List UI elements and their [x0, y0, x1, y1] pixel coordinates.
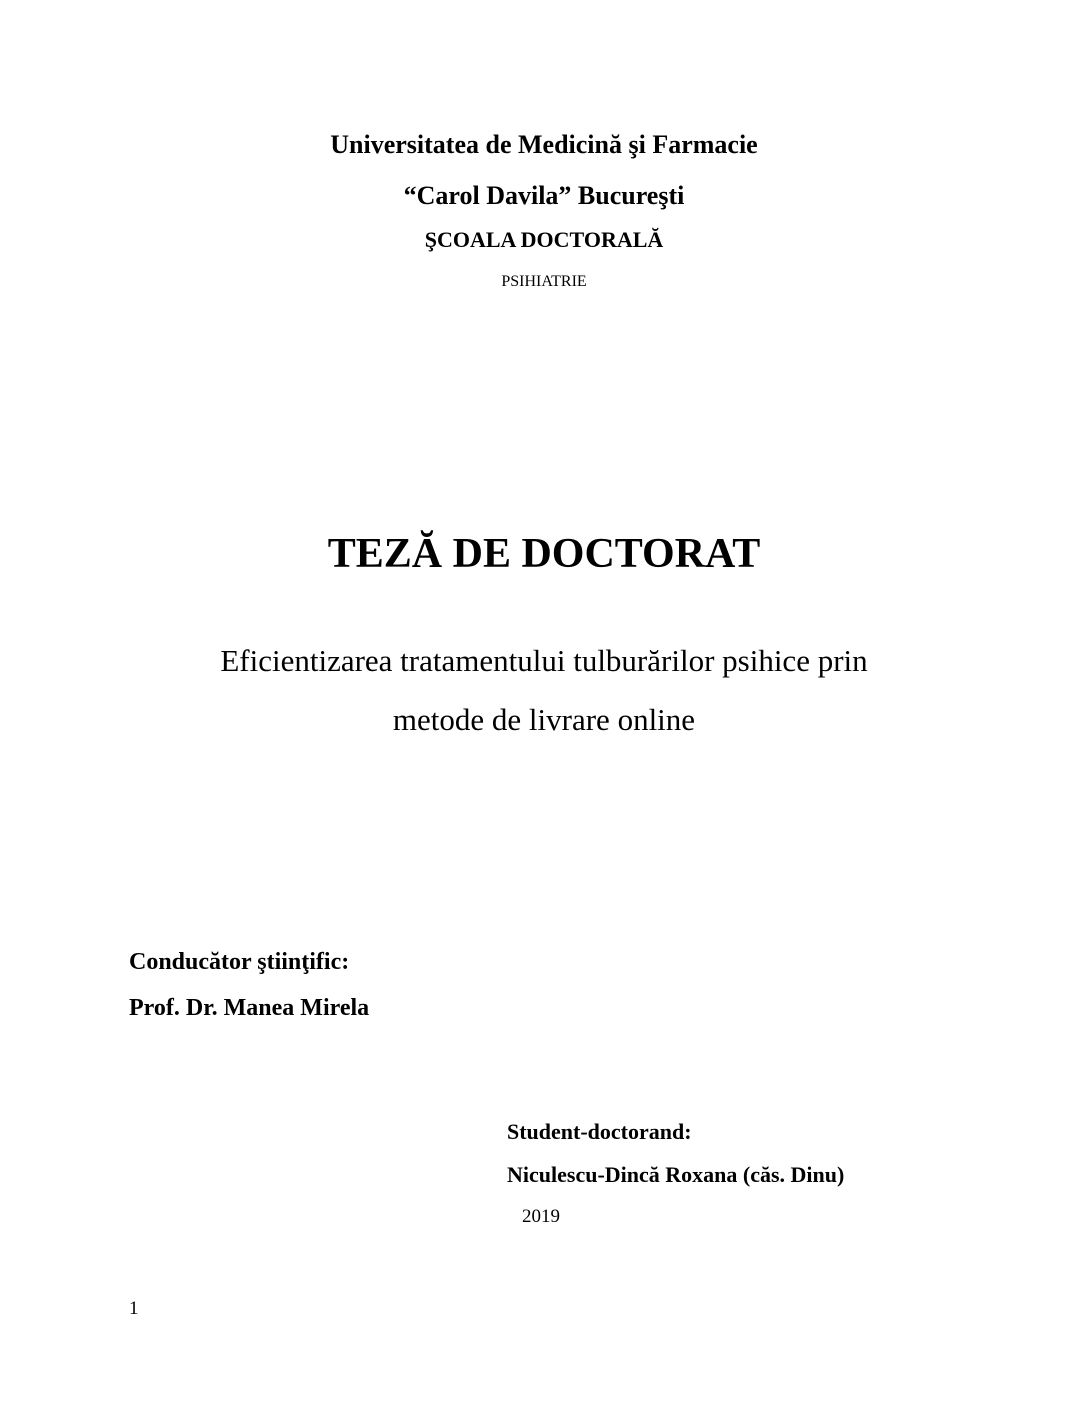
student-label: Student-doctorand: [507, 1119, 692, 1144]
doctoral-school: ŞCOALA DOCTORALĂ [424, 227, 664, 252]
thesis-title-line-2: metode de livrare online [392, 702, 696, 737]
university-heading: Universitatea de Medicină şi Farmacie [330, 130, 758, 159]
thesis-title-line-1: Eficientizarea tratamentului tulburărilor psihice prin [220, 643, 868, 678]
supervisor-name: Prof. Dr. Manea Mirela [129, 995, 370, 1021]
page-number: 1 [129, 1298, 139, 1319]
supervisor-label: Conducător ştiinţific: [129, 949, 350, 975]
thesis-type-title: TEZĂ DE DOCTORAT [327, 531, 761, 577]
specialty: PSIHIATRIE [501, 273, 587, 290]
year: 2019 [522, 1206, 560, 1227]
student-name: Niculescu-Dincă Roxana (căs. Dinu) [507, 1162, 845, 1187]
university-name: “Carol Davila” Bucureşti [403, 181, 685, 210]
